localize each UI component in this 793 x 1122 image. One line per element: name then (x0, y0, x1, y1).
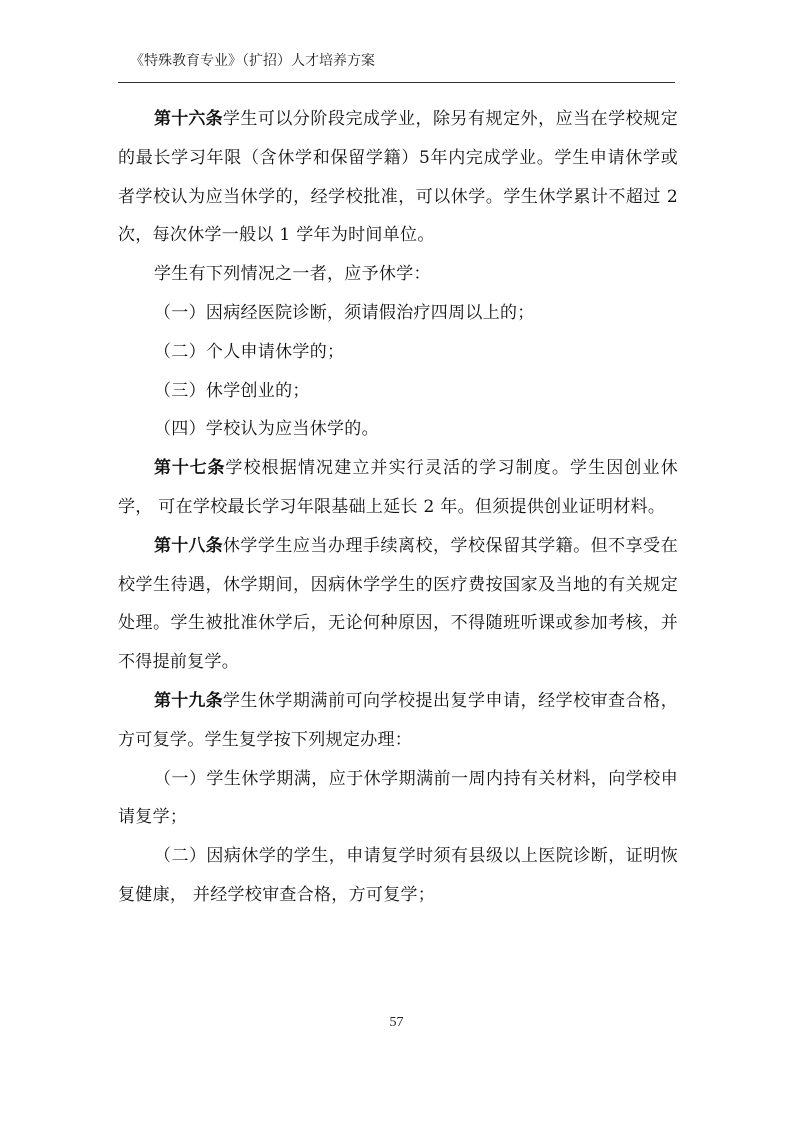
page-number: 57 (389, 1015, 404, 1030)
paragraph-article-16 (118, 100, 678, 255)
header-divider (118, 82, 675, 83)
paragraph-text: 学生可以分阶段完成学业，除另有规定外，应当在学校规定的最长学习年限（含休学和保留学籍）5年内完成学业。学生申请休学或者学校认为应当休学的，经学校批准，可以休学。学生休学累计不超过 2 次，每次休学一般以 1 学年为时间单位。 (118, 109, 678, 246)
paragraph-text: （一）学生休学期满，应于休学期满前一周内持有关材料，向学校申请复学； (118, 768, 678, 828)
list-item-3 (118, 372, 678, 411)
article-label: 第十九条 (154, 690, 223, 711)
paragraph-article-17 (118, 449, 678, 527)
paragraph-text: 学生休学期满前可向学校提出复学申请，经学校审查合格，方可复学。学生复学按下列规定办理： (118, 690, 678, 750)
paragraph-text: （二）个人申请休学的； (154, 341, 345, 362)
article-label: 第十六条 (154, 109, 223, 129)
article-label: 第十七条 (154, 458, 226, 479)
paragraph-text: （二）因病休学的学生，申请复学时须有县级以上医院诊断，证明恢复健康， 并经学校审查合格，方可复学； (118, 846, 678, 905)
list-item-4 (118, 410, 678, 449)
paragraph-text: 学生有下列情况之一者，应予休学： (154, 264, 431, 285)
paragraph-text: （一）因病经医院诊断，须请假治疗四周以上的； (154, 302, 535, 323)
paragraph-text: （三）休学创业的； (154, 380, 310, 401)
paragraph-text: 学校根据情况建立并实行灵活的学习制度。学生因创业休学， 可在学校最长学习年限基础上延长 2 年。但须提供创业证明材料。 (118, 458, 679, 517)
list-item-resume-1 (118, 760, 678, 838)
list-item-1 (118, 294, 678, 333)
list-item-resume-2 (118, 837, 678, 915)
list-item-2 (118, 333, 678, 372)
paragraph-text: 休学学生应当办理手续离校，学校保留其学籍。但不享受在校学生待遇，休学期间，因病休学学生的医疗费按国家及当地的有关规定处理。学生被批准休学后，无论何种原因，不得随班听课或参加考核，并不得提前复学。 (118, 535, 678, 673)
article-label: 第十八条 (154, 535, 223, 556)
document-body (118, 100, 678, 915)
paragraph-text: （四）学校认为应当休学的。 (154, 419, 379, 440)
paragraph-article-19 (118, 682, 678, 760)
paragraph-suspension-intro (118, 255, 678, 294)
page-header: 《特殊教育专业》（扩招）人才培养方案 (130, 53, 375, 69)
paragraph-article-18 (118, 527, 678, 682)
